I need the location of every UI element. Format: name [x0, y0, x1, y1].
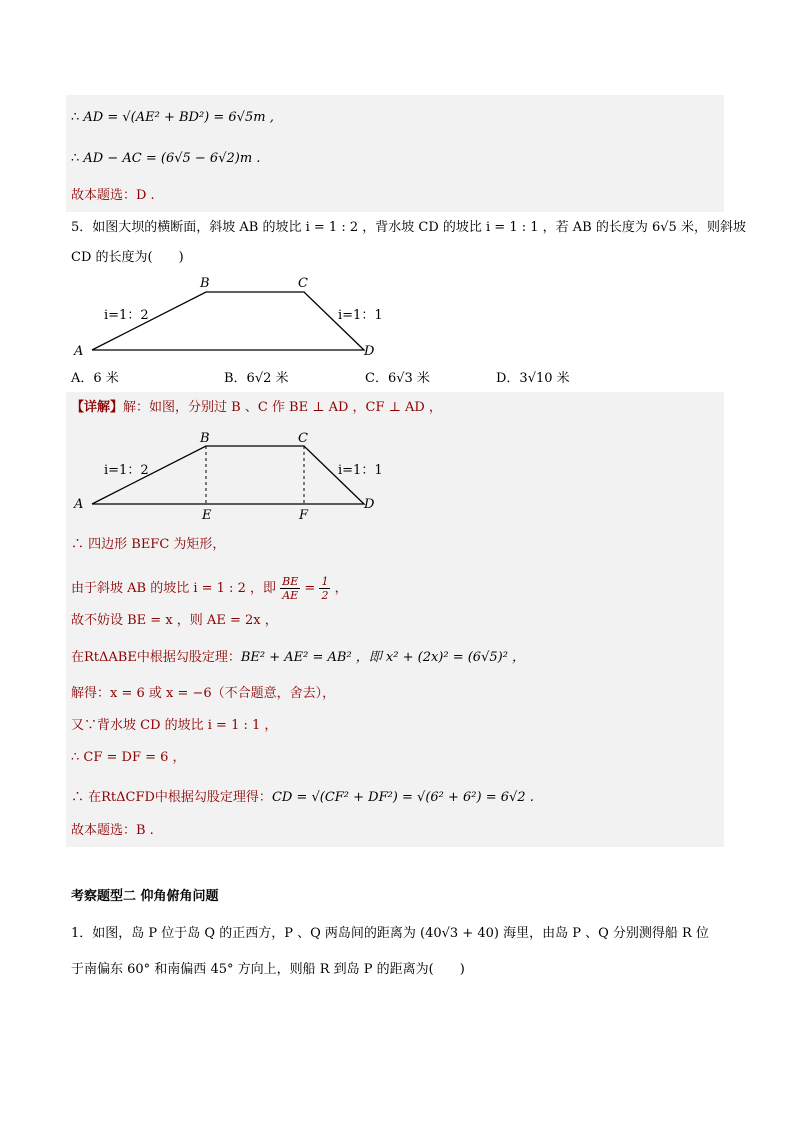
step-2-text: 由于斜坡 AB 的坡比 i = 1 : 2 ，即 — [71, 581, 276, 596]
detail-label-f: F — [299, 508, 309, 523]
fraction-numerator: BE — [282, 575, 299, 588]
option-c[interactable]: C．6√3 米 — [365, 371, 430, 386]
detail-step-3: 故不妨设 BE = x ，则 AE = 2x ， — [71, 613, 278, 628]
detail-label-b: B — [200, 431, 210, 446]
one-half-fraction — [319, 575, 330, 602]
detail-answer: 故本题选：B . — [71, 823, 154, 838]
q5-stem-line-1: 5．如图大坝的横断面，斜坡 AB 的坡比 i = 1 : 2 ，背水坡 CD 的坡比 i = 1 : 1 ，若 AB 的长度为 6√5 米，则斜坡 — [71, 220, 746, 235]
section-2-title: 考察题型二 仰角俯角问题 — [71, 889, 219, 904]
detail-tag: 【详解】 — [71, 400, 124, 415]
therefore-symbol: ∴ — [71, 110, 80, 125]
section-2-q1-line-1: 1．如图，岛 P 位于岛 Q 的正西方，P 、Q 两岛间的距离为 (40√3 + 40) 海里，由岛 P 、Q 分别测得船 R 位 — [71, 926, 709, 941]
prev-solution-line-1 — [71, 110, 274, 126]
detail-step-4 — [71, 650, 525, 666]
prev-solution-line-2 — [71, 151, 260, 167]
detail-step-1: ∴ 四边形 BEFC 为矩形， — [71, 537, 226, 552]
ad-minus-ac-formula: AD − AC = (6√5 − 6√2)m . — [83, 151, 261, 166]
detail-left-slope: i=1：2 — [104, 463, 149, 478]
q5-dam-figure — [66, 272, 396, 362]
fraction-denominator: 2 — [321, 589, 329, 602]
section-2-q1-line-2: 于南偏东 60° 和南偏西 45° 方向上，则船 R 到岛 P 的距离为( ) — [71, 962, 465, 977]
detail-right-slope: i=1：1 — [338, 463, 383, 478]
detail-step-5: 解得：x = 6 或 x = −6（不合题意，舍去）， — [71, 686, 336, 701]
prev-answer: 故本题选：D . — [71, 188, 155, 203]
fraction-numerator: 1 — [321, 575, 329, 588]
detail-intro-line — [71, 400, 442, 416]
equals-sign: = — [304, 581, 316, 596]
option-b[interactable]: B．6√2 米 — [224, 371, 289, 386]
label-d: D — [364, 344, 375, 359]
step-8-text: ∴ 在RtΔCFD中根据勾股定理得： — [71, 790, 272, 805]
pythagoras-equation: BE² + AE² = AB² ，即 x² + (2x)² = (6√5)² ， — [240, 650, 526, 665]
q5-stem-line-2: CD 的长度为( ) — [71, 250, 184, 265]
option-d[interactable]: D．3√10 米 — [496, 371, 570, 386]
detail-label-a: A — [74, 497, 84, 512]
right-slope-label: i=1：1 — [338, 308, 383, 323]
detail-step-6: 又∵背水坡 CD 的坡比 i = 1 : 1 ， — [71, 718, 278, 733]
step-4-text: 在RtΔABE中根据勾股定理： — [71, 650, 241, 665]
detail-label-d: D — [364, 497, 375, 512]
detail-label-c: C — [298, 431, 308, 446]
be-over-ae-fraction — [280, 575, 300, 602]
detail-step-7: ∴ CF = DF = 6 ， — [71, 750, 186, 765]
option-a[interactable]: A．6 米 — [71, 371, 119, 386]
detail-step-2 — [71, 575, 348, 602]
detail-dam-figure — [66, 430, 396, 525]
cd-formula: CD = √(CF² + DF²) = √(6² + 6²) = 6√2 . — [271, 790, 534, 805]
label-c: C — [298, 276, 308, 291]
detail-step-8 — [71, 790, 534, 806]
ad-formula: AD = √(AE² + BD²) = 6√5m , — [83, 110, 274, 125]
detail-label-e: E — [202, 508, 212, 523]
step-2-tail: ， — [334, 581, 348, 596]
fraction-denominator: AE — [282, 589, 299, 602]
therefore-symbol: ∴ — [71, 151, 80, 166]
label-a: A — [74, 344, 84, 359]
left-slope-label: i=1：2 — [104, 308, 149, 323]
detail-intro: 解：如图，分别过 B 、C 作 BE ⊥ AD ，CF ⊥ AD ， — [123, 400, 442, 415]
label-b: B — [200, 276, 210, 291]
